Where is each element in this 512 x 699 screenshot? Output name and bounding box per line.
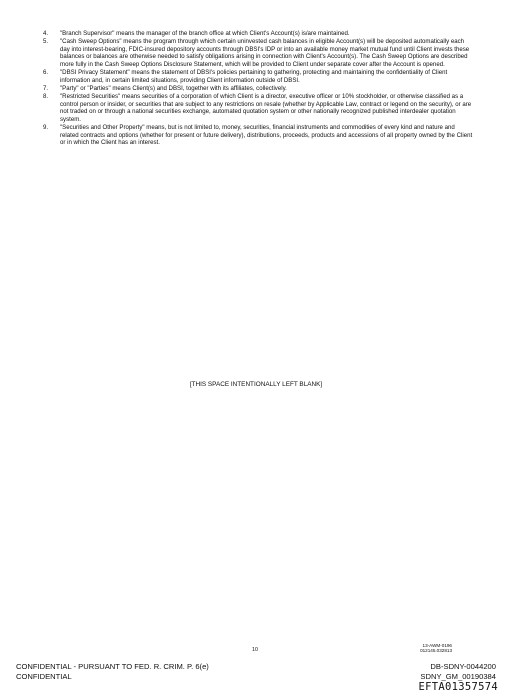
definition-item (43, 30, 473, 38)
reference-code (420, 643, 452, 654)
bates-footer (420, 662, 496, 682)
definition-number: 5. (43, 38, 49, 46)
definition-text: "Restricted Securities" means securities of a corporation of which Client is a director, executive officer or 10% stockholder, or otherwise classified as a control person or insider, or securities that are subject to any restrictions on resale (whether by Applicable Law, contract or legend on the security), or are not traded on or through a national securities exchange, automated quotation system or other nationally recognized published interdealer quotation system. (60, 93, 472, 123)
page-number: 10 (252, 647, 258, 653)
definition-text: "DBSI Privacy Statement" means the statement of DBSI's policies pertaining to gathering, protecting and maintaining the confidentiality of Client information and, in certain limited situations, providing Client information outside of DBSI. (60, 69, 448, 84)
definition-text: "Cash Sweep Options" means the program through which certain uninvested cash balances in eligible Account(s) will be deposited automatically each day into interest-bearing, FDIC-insured depository accounts through DBSI's IDP or into an available money market mutual fund until Client invests these balances or balances are otherwise needed to satisfy obligations arising in connection with Client's Account(s). The Cash Sweep Options are described more fully in the Cash Sweep Options Disclosure Statement, which will be provided to Client under separate cover after the Account is opened. (60, 38, 470, 68)
definition-item (43, 69, 473, 84)
definition-text: "Securities and Other Property" means, but is not limited to, money, securities, financial instruments and commodities of every kind and nature and related contracts and options (whether for present or future delivery), distributions, proceeds, products and accessions of all property owned by the Client or in which the Client has an interest. (60, 124, 473, 147)
reference-code-line-2: 012145.032813 (420, 648, 452, 654)
efta-number: EFTA01357574 (418, 681, 498, 693)
reference-code-line-1: 13-AWM-0196 (422, 643, 452, 648)
definition-number: 7. (43, 84, 49, 92)
definition-item (43, 124, 473, 147)
definitions-list (43, 30, 473, 147)
definition-item (43, 85, 473, 93)
definition-number: 4. (43, 30, 49, 37)
definition-number: 9. (43, 124, 49, 132)
confidential-notice: CONFIDENTIAL - PURSUANT TO FED. R. CRIM. P. 6(e) (16, 662, 209, 671)
definition-item (43, 38, 473, 68)
definition-item (43, 93, 473, 123)
confidential-footer (16, 662, 209, 682)
blank-space-notice: [THIS SPACE INTENTIONALLY LEFT BLANK] (189, 381, 323, 388)
definition-number: 8. (43, 93, 49, 101)
definition-text: "Branch Supervisor" means the manager of the branch office at which Client's Account(s) is/are maintained. (60, 30, 350, 37)
definition-text: "Party" or "Parties" means Client(s) and DBSI, together with its affiliates, collectively. (60, 84, 287, 92)
bates-number-sdny: SDNY_GM_00190384 (420, 672, 496, 681)
confidential-label: CONFIDENTIAL (16, 672, 72, 681)
bates-number-db: DB-SDNY-0044200 (430, 662, 496, 671)
definition-number: 6. (43, 69, 49, 77)
